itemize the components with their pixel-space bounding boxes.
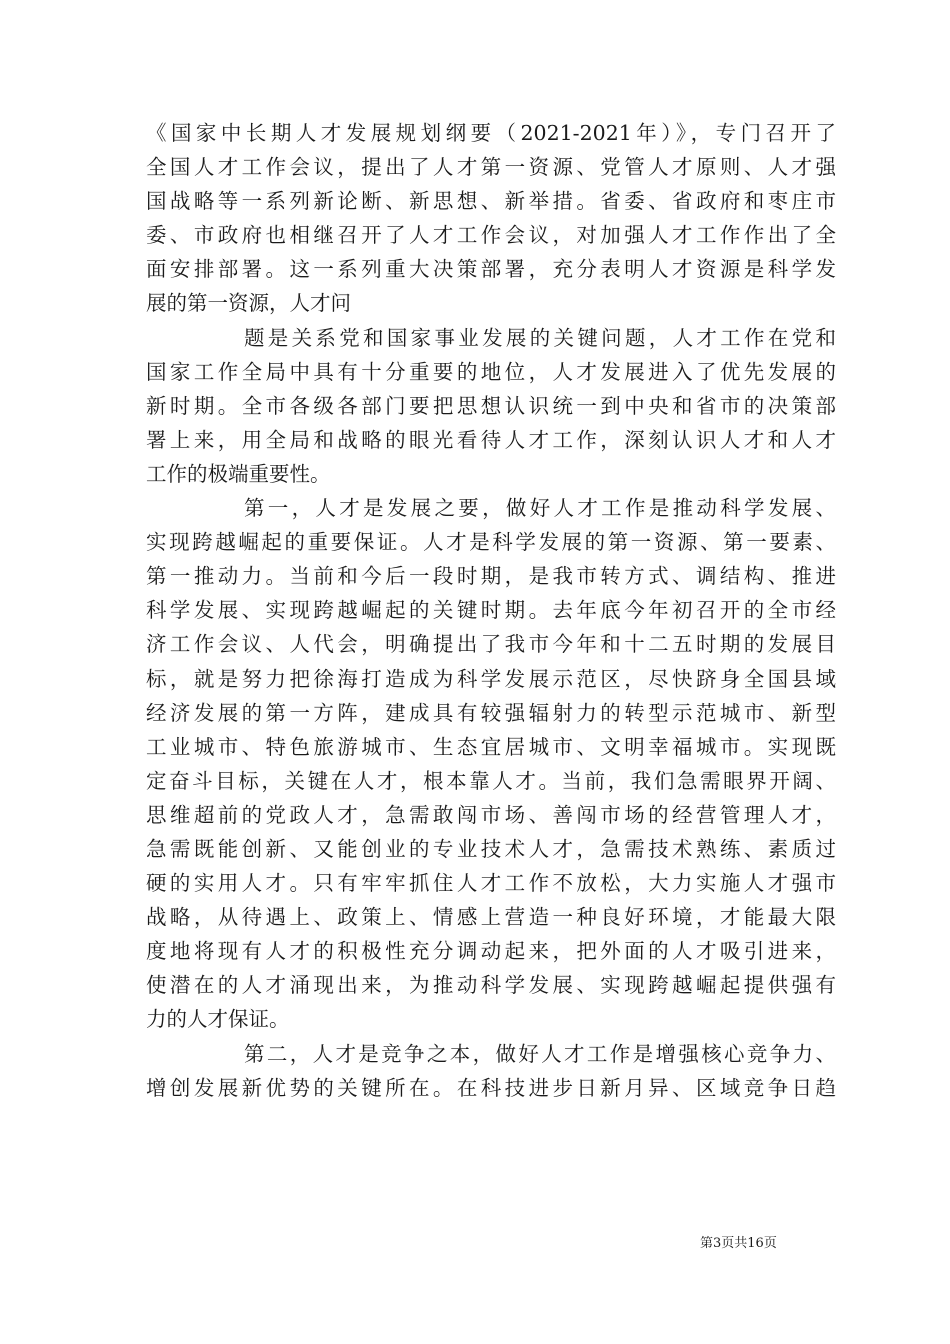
text-line: 经济发展的第一方阵，建成具有较强辐射力的转型示范城市、新型 xyxy=(146,700,836,725)
text-line: 使潜在的人才涌现出来，为推动科学发展、实现跨越崛起提供强有 xyxy=(146,973,836,998)
text-line: 全国人才工作会议，提出了人才第一资源、党管人才原则、人才强 xyxy=(146,155,836,180)
text-line: 定奋斗目标，关键在人才，根本靠人才。当前，我们急需眼界开阔、 xyxy=(146,768,836,793)
text-line: 工业城市、特色旅游城市、生态宜居城市、文明幸福城市。实现既 xyxy=(146,734,836,759)
text-line: 标，就是努力把徐海打造成为科学发展示范区，尽快跻身全国县域 xyxy=(146,666,836,691)
text-line: 国家工作全局中具有十分重要的地位，人才发展进入了优先发展的 xyxy=(146,359,836,384)
text-line: 力的人才保证。 xyxy=(146,1007,290,1032)
text-line: 急需既能创新、又能创业的专业技术人才，急需技术熟练、素质过 xyxy=(146,836,836,861)
page-number-footer: 第3页共16页 xyxy=(700,1236,777,1251)
text-line: 新时期。全市各级各部门要把思想认识统一到中央和省市的决策部 xyxy=(146,393,836,418)
text-line: 委、市政府也相继召开了人才工作会议，对加强人才工作作出了全 xyxy=(146,223,836,248)
paragraph-first-line: 第二，人才是竞争之本，做好人才工作是增强核心竞争力、 xyxy=(244,1041,836,1066)
text-line: 硬的实用人才。只有牢牢抓住人才工作不放松，大力实施人才强市 xyxy=(146,871,836,896)
text-line: 科学发展、实现跨越崛起的关键时期。去年底今年初召开的全市经 xyxy=(146,598,836,623)
text-line: 《国家中长期人才发展规划纲要（2021-2021年）》，专门召开了 xyxy=(146,121,836,145)
text-line: 面安排部署。这一系列重大决策部署，充分表明人才资源是科学发 xyxy=(146,257,836,282)
text-line: 第一推动力。当前和今后一段时期，是我市转方式、调结构、推进 xyxy=(146,564,836,589)
text-line: 增创发展新优势的关键所在。在科技进步日新月异、区域竞争日趋 xyxy=(146,1075,836,1100)
text-line: 展的第一资源，人才问 xyxy=(146,291,351,316)
paragraph-first-line: 题是关系党和国家事业发展的关键问题，人才工作在党和 xyxy=(244,325,836,350)
body-text xyxy=(146,116,836,1105)
text-line: 国战略等一系列新论断、新思想、新举措。省委、省政府和枣庄市 xyxy=(146,189,836,214)
text-line: 思维超前的党政人才，急需敢闯市场、善闯市场的经营管理人才， xyxy=(146,802,836,827)
paragraph-first-line: 第一，人才是发展之要，做好人才工作是推动科学发展、 xyxy=(244,496,836,521)
text-line: 实现跨越崛起的重要保证。人才是科学发展的第一资源、第一要素、 xyxy=(146,530,836,555)
text-line: 战略，从待遇上、政策上、情感上营造一种良好环境，才能最大限 xyxy=(146,905,836,930)
text-line: 署上来，用全局和战略的眼光看待人才工作，深刻认识人才和人才 xyxy=(146,427,836,452)
text-line: 济工作会议、人代会，明确提出了我市今年和十二五时期的发展目 xyxy=(146,632,836,657)
text-line: 度地将现有人才的积极性充分调动起来，把外面的人才吸引进来， xyxy=(146,939,836,964)
text-line: 工作的极端重要性。 xyxy=(146,461,331,486)
